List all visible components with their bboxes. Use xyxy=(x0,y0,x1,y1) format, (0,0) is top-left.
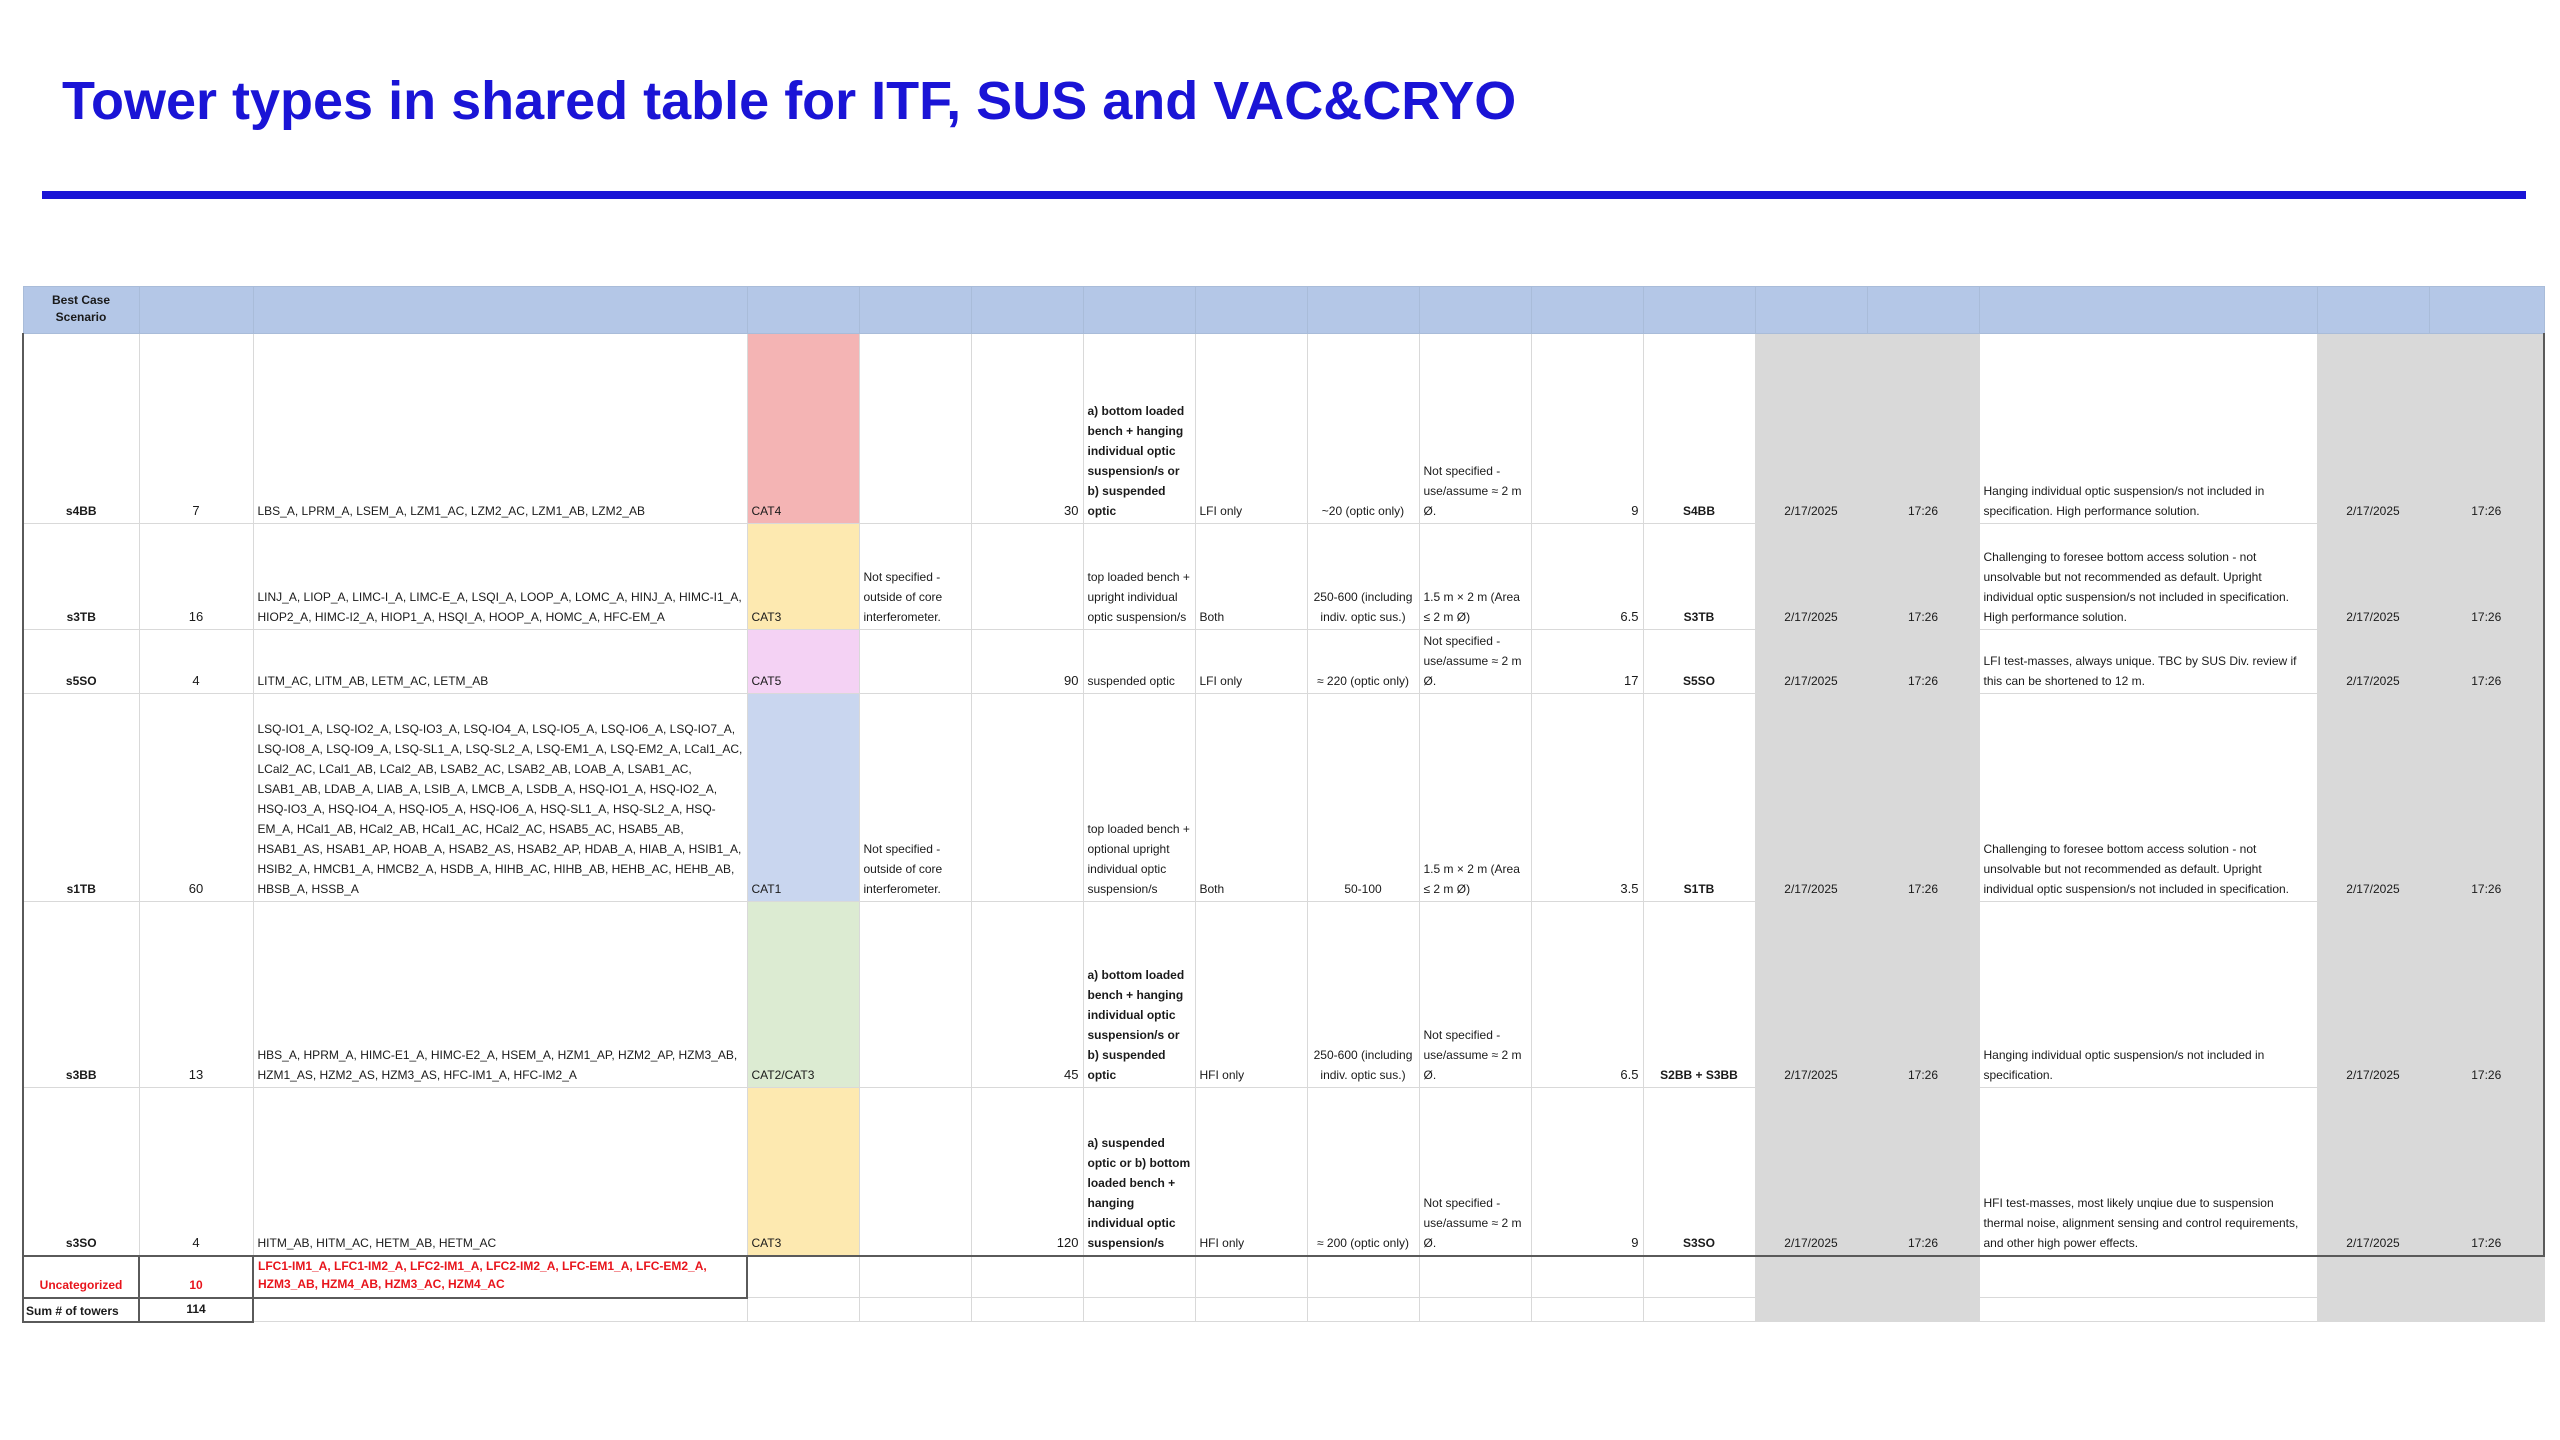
notes-cell: Challenging to foresee bottom access solution - not unsolvable but not recommended as default. Upright individual optic suspension/s not included in specification. High performance solution. xyxy=(1979,524,2317,630)
interferometer-cell xyxy=(859,630,971,694)
clearance-cell xyxy=(971,694,1083,902)
sum-count: 114 xyxy=(139,1298,253,1322)
height-value-cell: 17 xyxy=(1531,630,1643,694)
table-row xyxy=(23,630,2544,694)
table-row xyxy=(23,694,2544,902)
empty-cell xyxy=(2429,1256,2544,1298)
table-row xyxy=(23,902,2544,1088)
tower-code-cell: S3TB xyxy=(1643,524,1755,630)
tower-types-table xyxy=(22,286,2545,1323)
time-cell: 17:26 xyxy=(1867,902,1979,1088)
configuration-cell: a) suspended optic or b) bottom loaded bench + hanging individual optic suspension/s xyxy=(1083,1088,1195,1256)
time-cell: 17:26 xyxy=(2429,524,2544,630)
space-cell: Not specified - use/assume ≈ 2 m Ø. xyxy=(1419,334,1531,524)
time-cell: 17:26 xyxy=(1867,630,1979,694)
category-cell: CAT1 xyxy=(747,694,859,902)
category-cell: CAT4 xyxy=(747,334,859,524)
empty-cell xyxy=(1979,1256,2317,1298)
uncategorized-label: Uncategorized xyxy=(23,1256,139,1298)
empty-cell xyxy=(1979,1298,2317,1322)
header-cell xyxy=(1979,287,2317,334)
header-cell-scenario xyxy=(23,287,139,334)
time-cell: 17:26 xyxy=(1867,694,1979,902)
usage-cell: Both xyxy=(1195,694,1307,902)
row-name-cell: s5SO xyxy=(23,630,139,694)
tower-code-cell: S3SO xyxy=(1643,1088,1755,1256)
empty-cell xyxy=(971,1298,1083,1322)
header-cell xyxy=(747,287,859,334)
time-cell: 17:26 xyxy=(2429,1088,2544,1256)
time-cell: 17:26 xyxy=(2429,902,2544,1088)
interferometer-cell xyxy=(859,902,971,1088)
configuration-cell: top loaded bench + upright individual optic suspension/s xyxy=(1083,524,1195,630)
empty-cell xyxy=(1195,1256,1307,1298)
date-cell: 2/17/2025 xyxy=(2317,334,2429,524)
uncategorized-count: 10 xyxy=(139,1256,253,1298)
row-name-cell: s3TB xyxy=(23,524,139,630)
configuration-cell: a) bottom loaded bench + hanging individual optic suspension/s or b) suspended optic xyxy=(1083,902,1195,1088)
header-cell xyxy=(2317,287,2429,334)
date-cell: 2/17/2025 xyxy=(1755,1088,1867,1256)
category-cell: CAT2/CAT3 xyxy=(747,902,859,1088)
header-cell xyxy=(1307,287,1419,334)
height-value-cell: 6.5 xyxy=(1531,524,1643,630)
notes-cell: Hanging individual optic suspension/s not included in specification. High performance solution. xyxy=(1979,334,2317,524)
time-cell: 17:26 xyxy=(2429,694,2544,902)
notes-cell: Hanging individual optic suspension/s not included in specification. xyxy=(1979,902,2317,1088)
mass-cell: ≈ 220 (optic only) xyxy=(1307,630,1419,694)
date-cell: 2/17/2025 xyxy=(2317,1088,2429,1256)
height-value-cell: 3.5 xyxy=(1531,694,1643,902)
empty-cell xyxy=(2317,1298,2429,1322)
interferometer-cell xyxy=(859,1088,971,1256)
tower-code-cell: S1TB xyxy=(1643,694,1755,902)
empty-cell xyxy=(1867,1256,1979,1298)
tower-list-cell: HBS_A, HPRM_A, HIMC-E1_A, HIMC-E2_A, HSEM_A, HZM1_AP, HZM2_AP, HZM3_AB, HZM1_AS, HZM2_AS, HZM3_AS, HFC-IM1_A, HFC-IM2_A xyxy=(253,902,747,1088)
tower-count-cell: 13 xyxy=(139,902,253,1088)
time-cell: 17:26 xyxy=(1867,334,1979,524)
empty-cell xyxy=(747,1298,859,1322)
empty-cell xyxy=(1419,1298,1531,1322)
date-cell: 2/17/2025 xyxy=(2317,630,2429,694)
empty-cell xyxy=(1755,1256,1867,1298)
time-cell: 17:26 xyxy=(1867,1088,1979,1256)
header-cell xyxy=(1643,287,1755,334)
interferometer-cell xyxy=(859,334,971,524)
mass-cell: 50-100 xyxy=(1307,694,1419,902)
usage-cell: LFI only xyxy=(1195,334,1307,524)
header-cell xyxy=(2429,287,2544,334)
configuration-cell: a) bottom loaded bench + hanging individual optic suspension/s or b) suspended optic xyxy=(1083,334,1195,524)
row-name-cell: s1TB xyxy=(23,694,139,902)
tower-count-cell: 4 xyxy=(139,1088,253,1256)
category-cell: CAT5 xyxy=(747,630,859,694)
clearance-cell: 90 xyxy=(971,630,1083,694)
tower-list-cell: LBS_A, LPRM_A, LSEM_A, LZM1_AC, LZM2_AC, LZM1_AB, LZM2_AB xyxy=(253,334,747,524)
uncategorized-row xyxy=(23,1256,2544,1298)
table-row xyxy=(23,334,2544,524)
tower-count-cell: 7 xyxy=(139,334,253,524)
height-value-cell: 9 xyxy=(1531,1088,1643,1256)
clearance-cell xyxy=(971,524,1083,630)
interferometer-cell: Not specified - outside of core interferometer. xyxy=(859,694,971,902)
date-cell: 2/17/2025 xyxy=(1755,334,1867,524)
title-underline xyxy=(42,191,2526,199)
tower-list-cell: LSQ-IO1_A, LSQ-IO2_A, LSQ-IO3_A, LSQ-IO4_A, LSQ-IO5_A, LSQ-IO6_A, LSQ-IO7_A, LSQ-IO8_A, LSQ-IO9_A, LSQ-SL1_A, LSQ-SL2_A, LSQ-EM1_A, LSQ-EM2_A, LCal1_AC, LCal2_AC, LCal1_AB, LCal2_AB, LSAB2_AC, LSAB2_AB, LOAB_A, LSAB1_AC, LSAB1_AB, LDAB_A, LIAB_A, LSIB_A, LMCB_A, LSDB_A, HSQ-IO1_A, HSQ-IO2_A, HSQ-IO3_A, HSQ-IO4_A, HSQ-IO5_A, HSQ-IO6_A, HSQ-SL1_A, HSQ-SL2_A, HSQ-EM_A, HCal1_AB, HCal2_AB, HCal1_AC, HCal2_AC, HSAB5_AC, HSAB5_AB, HSAB1_AS, HSAB1_AP, HOAB_A, HSAB2_AS, HSAB2_AP, HDAB_A, HIAB_A, HSIB1_A, HSIB2_A, HMCB1_A, HMCB2_A, HSDB_A, HIHB_AC, HIHB_AB, HEHB_AC, HEHB_AB, HBSB_A, HSSB_A xyxy=(253,694,747,902)
header-cell xyxy=(253,287,747,334)
empty-cell xyxy=(1307,1256,1419,1298)
height-value-cell: 9 xyxy=(1531,334,1643,524)
notes-cell: HFI test-masses, most likely unqiue due to suspension thermal noise, alignment sensing and control requirements, and other high power effects. xyxy=(1979,1088,2317,1256)
clearance-cell: 120 xyxy=(971,1088,1083,1256)
clearance-cell: 30 xyxy=(971,334,1083,524)
space-cell: 1.5 m × 2 m (Area ≤ 2 m Ø) xyxy=(1419,524,1531,630)
interferometer-cell: Not specified - outside of core interferometer. xyxy=(859,524,971,630)
header-cell xyxy=(859,287,971,334)
empty-cell xyxy=(1531,1256,1643,1298)
mass-cell: 250-600 (including indiv. optic sus.) xyxy=(1307,524,1419,630)
tower-list-cell: LITM_AC, LITM_AB, LETM_AC, LETM_AB xyxy=(253,630,747,694)
tower-list-cell: HITM_AB, HITM_AC, HETM_AB, HETM_AC xyxy=(253,1088,747,1256)
space-cell: Not specified - use/assume ≈ 2 m Ø. xyxy=(1419,1088,1531,1256)
empty-cell xyxy=(1419,1256,1531,1298)
empty-cell xyxy=(1643,1256,1755,1298)
empty-cell xyxy=(1195,1298,1307,1322)
configuration-cell: top loaded bench + optional upright individual optic suspension/s xyxy=(1083,694,1195,902)
header-cell xyxy=(1531,287,1643,334)
header-cell xyxy=(1083,287,1195,334)
mass-cell: ≈ 200 (optic only) xyxy=(1307,1088,1419,1256)
tower-count-cell: 4 xyxy=(139,630,253,694)
empty-cell xyxy=(859,1256,971,1298)
clearance-cell: 45 xyxy=(971,902,1083,1088)
tower-count-cell: 16 xyxy=(139,524,253,630)
date-cell: 2/17/2025 xyxy=(1755,524,1867,630)
slide-title: Tower types in shared table for ITF, SUS and VAC&CRYO xyxy=(62,71,1517,131)
empty-cell xyxy=(2317,1256,2429,1298)
date-cell: 2/17/2025 xyxy=(1755,694,1867,902)
table-row xyxy=(23,524,2544,630)
header-cell xyxy=(1867,287,1979,334)
header-cell xyxy=(1755,287,1867,334)
category-cell: CAT3 xyxy=(747,1088,859,1256)
category-cell: CAT3 xyxy=(747,524,859,630)
date-cell: 2/17/2025 xyxy=(2317,524,2429,630)
usage-cell: LFI only xyxy=(1195,630,1307,694)
header-label: Best Case Scenario xyxy=(51,293,111,324)
tower-code-cell: S2BB + S3BB xyxy=(1643,902,1755,1088)
notes-cell: Challenging to foresee bottom access solution - not unsolvable but not recommended as default. Upright individual optic suspension/s not included in specification. xyxy=(1979,694,2317,902)
empty-cell xyxy=(1867,1298,1979,1322)
height-value-cell: 6.5 xyxy=(1531,902,1643,1088)
tower-list-cell: LINJ_A, LIOP_A, LIMC-I_A, LIMC-E_A, LSQI_A, LOOP_A, LOMC_A, HINJ_A, HIMC-I1_A, HIOP2_A, HIMC-I2_A, HIOP1_A, HSQI_A, HOOP_A, HOMC_A, HFC-EM_A xyxy=(253,524,747,630)
mass-cell: ~20 (optic only) xyxy=(1307,334,1419,524)
header-cell xyxy=(139,287,253,334)
usage-cell: HFI only xyxy=(1195,1088,1307,1256)
sum-label: Sum # of towers xyxy=(23,1298,139,1322)
empty-cell xyxy=(1643,1298,1755,1322)
empty-cell xyxy=(1083,1256,1195,1298)
space-cell: Not specified - use/assume ≈ 2 m Ø. xyxy=(1419,902,1531,1088)
mass-cell: 250-600 (including indiv. optic sus.) xyxy=(1307,902,1419,1088)
empty-cell xyxy=(1083,1298,1195,1322)
header-cell xyxy=(1419,287,1531,334)
date-cell: 2/17/2025 xyxy=(1755,902,1867,1088)
empty-cell xyxy=(2429,1298,2544,1322)
space-cell: Not specified - use/assume ≈ 2 m Ø. xyxy=(1419,630,1531,694)
empty-cell xyxy=(1755,1298,1867,1322)
usage-cell: HFI only xyxy=(1195,902,1307,1088)
time-cell: 17:26 xyxy=(1867,524,1979,630)
empty-cell xyxy=(747,1256,859,1298)
date-cell: 2/17/2025 xyxy=(2317,902,2429,1088)
table-row xyxy=(23,1088,2544,1256)
empty-cell xyxy=(1531,1298,1643,1322)
space-cell: 1.5 m × 2 m (Area ≤ 2 m Ø) xyxy=(1419,694,1531,902)
empty-cell xyxy=(1307,1298,1419,1322)
header-cell xyxy=(1195,287,1307,334)
header-cell xyxy=(971,287,1083,334)
row-name-cell: s3SO xyxy=(23,1088,139,1256)
row-name-cell: s3BB xyxy=(23,902,139,1088)
empty-cell xyxy=(859,1298,971,1322)
sum-row xyxy=(23,1298,2544,1322)
time-cell: 17:26 xyxy=(2429,334,2544,524)
uncategorized-tower-list: LFC1-IM1_A, LFC1-IM2_A, LFC2-IM1_A, LFC2-IM2_A, LFC-EM1_A, LFC-EM2_A, HZM3_AB, HZM4_AB, HZM3_AC, HZM4_AC xyxy=(253,1256,747,1298)
empty-cell xyxy=(971,1256,1083,1298)
configuration-cell: suspended optic xyxy=(1083,630,1195,694)
tower-count-cell: 60 xyxy=(139,694,253,902)
date-cell: 2/17/2025 xyxy=(2317,694,2429,902)
empty-cell xyxy=(253,1298,747,1322)
row-name-cell: s4BB xyxy=(23,334,139,524)
tower-code-cell: S4BB xyxy=(1643,334,1755,524)
usage-cell: Both xyxy=(1195,524,1307,630)
date-cell: 2/17/2025 xyxy=(1755,630,1867,694)
table-header-row xyxy=(23,287,2544,334)
notes-cell: LFI test-masses, always unique. TBC by SUS Div. review if this can be shortened to 12 m. xyxy=(1979,630,2317,694)
time-cell: 17:26 xyxy=(2429,630,2544,694)
tower-code-cell: S5SO xyxy=(1643,630,1755,694)
